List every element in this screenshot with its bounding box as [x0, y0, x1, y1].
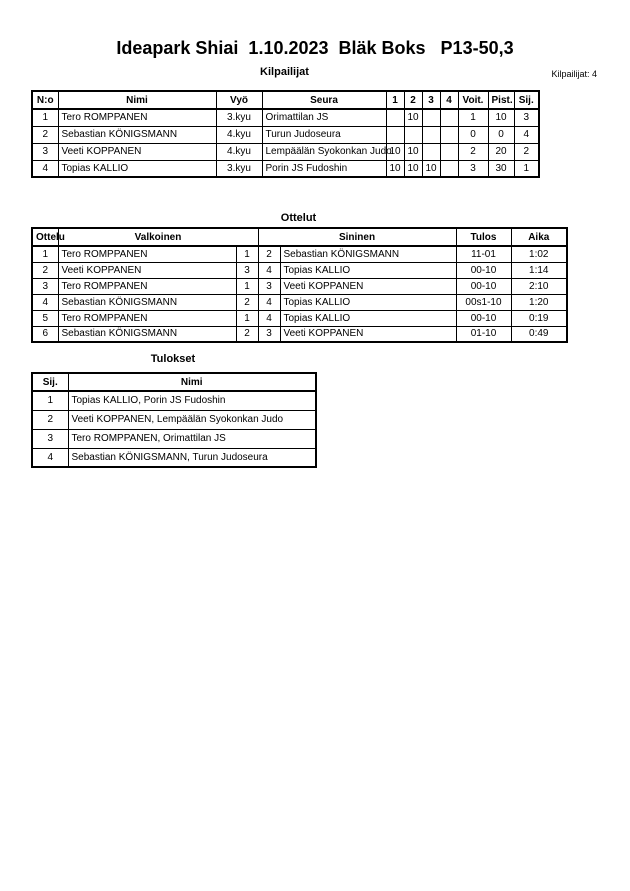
- cell-match-no: 6: [32, 326, 58, 342]
- cell-time: 2:10: [511, 278, 567, 294]
- cell-place: 4: [32, 448, 68, 467]
- ottelut-table: [31, 227, 568, 343]
- cell-score-3: [422, 109, 440, 126]
- col-header-nimi: Nimi: [68, 373, 316, 391]
- col-header-voit: Voit.: [458, 91, 488, 109]
- cell-score-1: [386, 109, 404, 126]
- cell-white-no: 3: [236, 262, 258, 278]
- col-header-3: 3: [422, 91, 440, 109]
- section-title-kilpailijat: Kilpailijat: [260, 66, 309, 78]
- col-header-nimi: Nimi: [58, 91, 216, 109]
- cell-voit: 0: [458, 126, 488, 143]
- col-header-aika: Aika: [511, 228, 567, 246]
- competitor-row: [32, 126, 539, 143]
- cell-blue-name: Sebastian KÖNIGSMANN: [280, 246, 456, 262]
- cell-score-1: [386, 126, 404, 143]
- cell-time: 0:19: [511, 310, 567, 326]
- cell-voit: 1: [458, 109, 488, 126]
- cell-score-4: [440, 143, 458, 160]
- cell-blue-name: Veeti KOPPANEN: [280, 278, 456, 294]
- cell-score-2: [404, 126, 422, 143]
- cell-white-no: 2: [236, 294, 258, 310]
- cell-score-3: 10: [422, 160, 440, 177]
- competitor-row: [32, 109, 539, 126]
- result-row: [32, 410, 316, 429]
- match-row: [32, 262, 567, 278]
- cell-score-4: [440, 160, 458, 177]
- cell-white-name: Tero ROMPPANEN: [58, 278, 236, 294]
- cell-score-2: 10: [404, 109, 422, 126]
- cell-pist: 30: [488, 160, 514, 177]
- cell-match-no: 5: [32, 310, 58, 326]
- col-header-4: 4: [440, 91, 458, 109]
- ottelut-header-row: [32, 228, 567, 246]
- match-row: [32, 278, 567, 294]
- cell-result: 11-01: [456, 246, 511, 262]
- cell-result: 00-10: [456, 278, 511, 294]
- cell-nimi: Tero ROMPPANEN: [58, 109, 216, 126]
- cell-pist: 0: [488, 126, 514, 143]
- cell-vyo: 3.kyu: [216, 109, 262, 126]
- tulokset-header-row: [32, 373, 316, 391]
- cell-blue-name: Topias KALLIO: [280, 262, 456, 278]
- col-header-sij: Sij.: [32, 373, 68, 391]
- col-header-1: 1: [386, 91, 404, 109]
- cell-name-club: Sebastian KÖNIGSMANN, Turun Judoseura: [68, 448, 316, 467]
- cell-blue-no: 3: [258, 278, 280, 294]
- cell-sij: 3: [514, 109, 539, 126]
- cell-blue-no: 3: [258, 326, 280, 342]
- cell-match-no: 2: [32, 262, 58, 278]
- match-row: [32, 310, 567, 326]
- cell-vyo: 4.kyu: [216, 126, 262, 143]
- cell-blue-no: 2: [258, 246, 280, 262]
- cell-time: 1:14: [511, 262, 567, 278]
- cell-blue-no: 4: [258, 262, 280, 278]
- page-title: Ideapark Shiai 1.10.2023 Bläk Boks P13-50,3: [116, 38, 514, 58]
- tulokset-table: [31, 372, 317, 468]
- cell-vyo: 4.kyu: [216, 143, 262, 160]
- cell-score-2: 10: [404, 143, 422, 160]
- result-row: [32, 448, 316, 467]
- col-header-tulos: Tulos: [456, 228, 511, 246]
- col-header-seura: Seura: [262, 91, 386, 109]
- match-row: [32, 294, 567, 310]
- cell-time: 1:02: [511, 246, 567, 262]
- cell-white-name: Sebastian KÖNIGSMANN: [58, 294, 236, 310]
- cell-sij: 2: [514, 143, 539, 160]
- cell-seura: Lempäälän Syokonkan Judo: [262, 143, 386, 160]
- cell-sij: 4: [514, 126, 539, 143]
- cell-result: 01-10: [456, 326, 511, 342]
- cell-nimi: Veeti KOPPANEN: [58, 143, 216, 160]
- section-title-ottelut: Ottelut: [280, 212, 317, 224]
- cell-place: 2: [32, 410, 68, 429]
- cell-result: 00-10: [456, 310, 511, 326]
- cell-match-no: 4: [32, 294, 58, 310]
- cell-score-1: 10: [386, 160, 404, 177]
- cell-white-name: Tero ROMPPANEN: [58, 310, 236, 326]
- result-row: [32, 391, 316, 410]
- cell-no: 1: [32, 109, 58, 126]
- col-header-sininen: Sininen: [258, 228, 456, 246]
- cell-name-club: Tero ROMPPANEN, Orimattilan JS: [68, 429, 316, 448]
- cell-score-2: 10: [404, 160, 422, 177]
- cell-blue-name: Veeti KOPPANEN: [280, 326, 456, 342]
- cell-white-no: 1: [236, 310, 258, 326]
- col-header-no: N:o: [32, 91, 58, 109]
- cell-score-3: [422, 143, 440, 160]
- cell-pist: 20: [488, 143, 514, 160]
- col-header-ottelu: Ottelu: [32, 228, 58, 246]
- cell-score-1: 10: [386, 143, 404, 160]
- cell-voit: 3: [458, 160, 488, 177]
- cell-time: 0:49: [511, 326, 567, 342]
- col-header-vyo: Vyö: [216, 91, 262, 109]
- cell-no: 2: [32, 126, 58, 143]
- cell-name-club: Topias KALLIO, Porin JS Fudoshin: [68, 391, 316, 410]
- cell-nimi: Sebastian KÖNIGSMANN: [58, 126, 216, 143]
- cell-place: 3: [32, 429, 68, 448]
- cell-time: 1:20: [511, 294, 567, 310]
- cell-name-club: Veeti KOPPANEN, Lempäälän Syokonkan Judo: [68, 410, 316, 429]
- cell-vyo: 3.kyu: [216, 160, 262, 177]
- col-header-pist: Pist.: [488, 91, 514, 109]
- cell-blue-no: 4: [258, 294, 280, 310]
- cell-match-no: 1: [32, 246, 58, 262]
- cell-seura: Turun Judoseura: [262, 126, 386, 143]
- cell-white-name: Tero ROMPPANEN: [58, 246, 236, 262]
- col-header-sij: Sij.: [514, 91, 539, 109]
- cell-white-no: 1: [236, 246, 258, 262]
- cell-match-no: 3: [32, 278, 58, 294]
- col-header-2: 2: [404, 91, 422, 109]
- cell-result: 00s1-10: [456, 294, 511, 310]
- cell-seura: Orimattilan JS: [262, 109, 386, 126]
- cell-white-name: Veeti KOPPANEN: [58, 262, 236, 278]
- kilpailijat-header-row: [32, 91, 539, 109]
- cell-white-name: Sebastian KÖNIGSMANN: [58, 326, 236, 342]
- match-row: [32, 246, 567, 262]
- cell-white-no: 2: [236, 326, 258, 342]
- competitor-row: [32, 143, 539, 160]
- cell-place: 1: [32, 391, 68, 410]
- cell-sij: 1: [514, 160, 539, 177]
- cell-pist: 10: [488, 109, 514, 126]
- cell-result: 00-10: [456, 262, 511, 278]
- competitor-row: [32, 160, 539, 177]
- cell-seura: Porin JS Fudoshin: [262, 160, 386, 177]
- match-row: [32, 326, 567, 342]
- cell-blue-no: 4: [258, 310, 280, 326]
- kilpailijat-table: [31, 90, 540, 178]
- section-title-tulokset: Tulokset: [150, 353, 196, 365]
- col-header-valkoinen: Valkoinen: [58, 228, 258, 246]
- cell-blue-name: Topias KALLIO: [280, 310, 456, 326]
- cell-nimi: Topias KALLIO: [58, 160, 216, 177]
- cell-voit: 2: [458, 143, 488, 160]
- cell-score-3: [422, 126, 440, 143]
- cell-no: 3: [32, 143, 58, 160]
- cell-no: 4: [32, 160, 58, 177]
- cell-score-4: [440, 109, 458, 126]
- result-row: [32, 429, 316, 448]
- competitors-count-label: Kilpailijat: 4: [551, 69, 597, 79]
- cell-blue-name: Topias KALLIO: [280, 294, 456, 310]
- cell-white-no: 1: [236, 278, 258, 294]
- cell-score-4: [440, 126, 458, 143]
